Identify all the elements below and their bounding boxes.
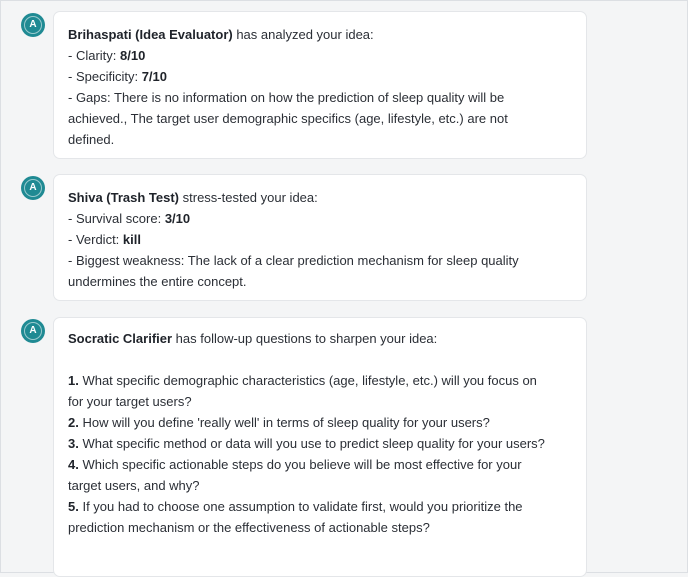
gaps-text: - Gaps: There is no information on how the prediction of sleep quality will be	[68, 90, 505, 105]
question-item	[68, 412, 572, 433]
message-header	[68, 328, 572, 349]
specificity-score: 7/10	[141, 69, 167, 84]
message-bubble	[53, 11, 587, 159]
question-number: 5.	[68, 499, 79, 514]
assistant-avatar	[21, 13, 45, 37]
message-bubble	[53, 317, 587, 577]
question-item	[68, 433, 572, 454]
avatar-letter: A	[24, 16, 42, 34]
question-number: 4.	[68, 457, 79, 472]
message-bubble	[53, 174, 587, 301]
message-intro: has follow-up questions to sharpen your idea:	[172, 331, 438, 346]
message-intro: stress-tested your idea:	[179, 190, 318, 205]
survival-label: - Survival score:	[68, 211, 165, 226]
verdict-value: kill	[122, 232, 141, 247]
question-text-cont: target users, and why?	[68, 478, 200, 493]
question-text: If you had to choose one assumption to validate first, would you prioritize the	[78, 499, 523, 514]
question-item	[68, 370, 572, 391]
question-text-cont: for your target users?	[68, 394, 192, 409]
agent-name: Brihaspati (Idea Evaluator)	[68, 27, 233, 42]
weakness-text: undermines the entire concept.	[68, 274, 247, 289]
question-text: What specific demographic characteristics (age, lifestyle, etc.) will you focus on	[78, 373, 537, 388]
avatar-letter: A	[24, 322, 42, 340]
survival-line	[68, 208, 572, 229]
verdict-label: - Verdict:	[68, 232, 123, 247]
message-header	[68, 187, 572, 208]
weakness-text: - Biggest weakness: The lack of a clear prediction mechanism for sleep quality	[68, 253, 519, 268]
gaps-text: defined.	[68, 132, 115, 147]
message-intro: has analyzed your idea:	[232, 27, 374, 42]
survival-score: 3/10	[164, 211, 191, 226]
assistant-avatar	[21, 176, 45, 200]
question-number: 2.	[68, 415, 79, 430]
assistant-avatar	[21, 319, 45, 343]
question-text-cont: prediction mechanism or the effectiveness of actionable steps?	[68, 520, 430, 535]
question-number: 3.	[68, 436, 79, 451]
question-item	[68, 496, 572, 517]
clarity-score: 8/10	[120, 48, 146, 63]
verdict-line	[68, 229, 572, 250]
clarity-line	[68, 45, 572, 66]
gaps-text: achieved., The target user demographic specifics (age, lifestyle, etc.) are not	[68, 111, 508, 126]
specificity-line	[68, 66, 572, 87]
agent-name: Shiva (Trash Test)	[68, 190, 180, 205]
specificity-label: - Specificity:	[68, 69, 142, 84]
question-text: What specific method or data will you use to predict sleep quality for your users?	[78, 436, 545, 451]
avatar-letter: A	[24, 179, 42, 197]
question-number: 1.	[68, 373, 79, 388]
message-header	[68, 24, 572, 45]
question-text: How will you define 'really well' in terms of sleep quality for your users?	[78, 415, 490, 430]
question-text: Which specific actionable steps do you believe will be most effective for your	[78, 457, 522, 472]
question-item	[68, 454, 572, 475]
spacer	[68, 349, 572, 370]
agent-name: Socratic Clarifier	[68, 331, 173, 346]
clarity-label: - Clarity:	[68, 48, 120, 63]
